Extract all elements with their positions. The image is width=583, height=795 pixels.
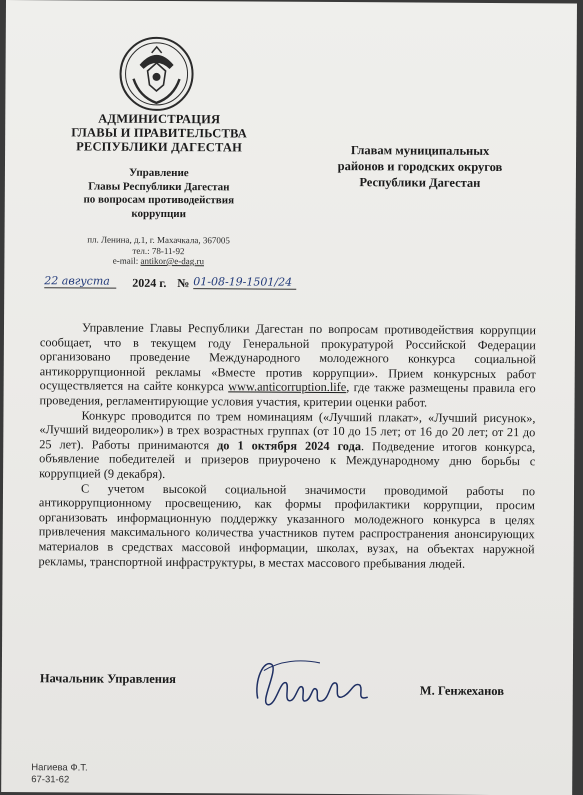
paragraph-3: С учетом высокой социальной значимости проводимой работы по антикоррупционному просвещению, как формы профилактики коррупции, просим организовать информационную поддержку указанного молодежного конкурса в целях привлечения максимального количества участников путем распространения анонсирующих материалов в средствах массовой информации, школах, вузах, на объектах наружной рекламы, транспортной инфраструктуры, в местах массового пребывания людей. <box>38 480 536 571</box>
deadline-date: до 1 октября 2024 года <box>217 438 362 453</box>
issuing-organization <box>53 111 265 154</box>
recipient-line-2: районов и городских округов <box>337 159 503 175</box>
address-line: пл. Ленина, д.1, г. Махачкала, 367005 <box>87 234 230 246</box>
signatory-position: Начальник Управления <box>39 671 177 687</box>
executor-name: Нагиева Ф.Т. <box>31 762 88 774</box>
paragraph-2 <box>39 408 535 484</box>
recipient-line-3: Республики Дагестан <box>359 175 481 190</box>
letter-body <box>39 320 537 571</box>
p2-text-b: . Подведение итогов конкурса, объявление победителей и призеров приурочено к Международному дню борьбы с коррупцией (9 декабря). <box>39 438 536 481</box>
dagestan-coat-of-arms-icon <box>117 35 195 113</box>
dept-line-3: по вопросам противодействия <box>83 193 235 207</box>
number-label: № <box>177 276 190 291</box>
sender-address <box>52 234 264 267</box>
year: 2024 г. <box>132 275 167 290</box>
p1-text-b: , где также размещены правила его проведения, регламентирующие условия участия, критерии оценки работ. <box>39 380 536 410</box>
email-label: e-mail: <box>112 255 141 266</box>
date-number-line <box>40 272 340 296</box>
email-link[interactable]: antikor@e-dag.ru <box>140 255 205 267</box>
letter-sheet <box>1 0 577 795</box>
phone-line: тел.: 78-11-92 <box>132 245 185 256</box>
signature-block <box>38 665 538 728</box>
p1-text-a: Управление Главы Республики Дагестан по вопросам противодействия коррупции сообщает, что в текущем году Генеральной прокуратурой Российской Федерации организовано проведение Международного молодежного конкурса социальной антикоррупционной рекламы «Вместе против коррупции». Прием конкурсных работ осуществляется на сайте конкурса <box>39 320 537 394</box>
handwritten-number: 01-08-19-1501/24 <box>193 275 296 290</box>
dept-line-1: Управление <box>129 166 189 180</box>
paragraph-1 <box>40 320 537 411</box>
issuing-department <box>53 166 265 221</box>
org-line-3: РЕСПУБЛИКИ ДАГЕСТАН <box>76 139 243 155</box>
dept-line-2: Главы Республики Дагестан <box>88 180 230 193</box>
handwritten-signature-icon <box>250 651 380 714</box>
org-line-1: АДМИНИСТРАЦИЯ <box>98 111 221 127</box>
signatory-name: М. Генжеханов <box>419 683 505 699</box>
contest-website-link[interactable]: www.anticorruption.life <box>228 379 347 395</box>
handwritten-date: 22 августа <box>44 274 116 288</box>
recipient-block <box>310 142 530 191</box>
recipient-line-1: Главам муниципальных <box>350 143 490 158</box>
org-line-2: ГЛАВЫ И ПРАВИТЕЛЬСТВА <box>71 125 248 141</box>
executor-phone: 67-31-62 <box>31 774 70 786</box>
dept-line-4: коррупции <box>131 207 187 220</box>
p2-text-a: Конкурс проводится по трем номинациям («Лучший плакат», «Лучший рисунок», «Лучший видеоролик») в трех возрастных группах (от 10 до 15 лет; от 16 до 20 лет; от 21 до 25 лет). Работы принимаются <box>39 408 536 453</box>
email-line <box>52 255 264 267</box>
executor-info <box>31 762 87 786</box>
